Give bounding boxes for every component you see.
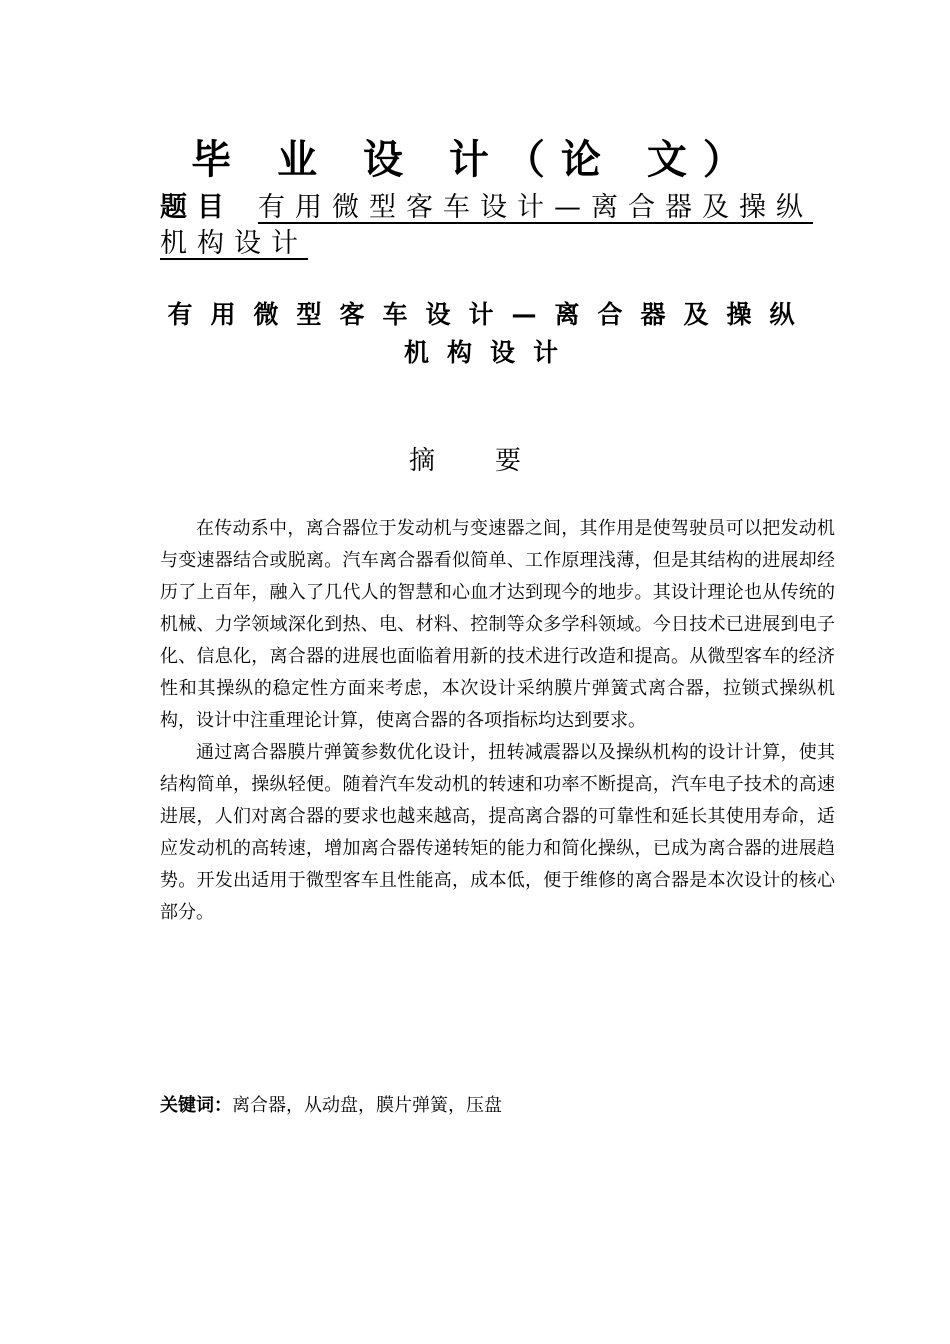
abstract-body xyxy=(160,513,835,929)
abstract-heading: 摘要 xyxy=(408,446,581,476)
keywords-label: 关键词： xyxy=(160,1095,232,1116)
keywords-line xyxy=(160,1090,840,1122)
keywords-text: 离合器，从动盘，膜片弹簧，压盘 xyxy=(232,1095,502,1116)
topic-text: 有用微型客车设计—离合器及操纵机构设计 xyxy=(160,192,813,259)
sub-title: 有用微型客车设计—离合器及操纵机构设计 xyxy=(167,300,813,367)
main-title: 毕 业 设 计（论 文） xyxy=(191,137,759,183)
topic-line xyxy=(160,190,840,262)
abstract-paragraph-2: 通过离合器膜片弹簧参数优化设计，扭转减震器以及操纵机构的设计计算，使其结构简单，操纵轻便。随着汽车发动机的转速和功率不断提高，汽车电子技术的高速进展，人们对离合器的要求也越来越高，提高离合器的可靠性和延长其使用寿命，适应发动机的高转速，增加离合器传递转矩的能力和简化操纵，已成为离合器的进展趋势。开发出适用于微型客车且性能高，成本低，便于维修的离合器是本次设计的核心部分。 xyxy=(160,742,835,923)
abstract-paragraph-1: 在传动系中，离合器位于发动机与变速器之间，其作用是使驾驶员可以把发动机与变速器结合或脱离。汽车离合器看似简单、工作原理浅薄，但是其结构的进展却经历了上百年，融入了几代人的智慧和心血才达到现今的地步。其设计理论也从传统的机械、力学领域深化到热、电、材料、控制等众多学科领域。今日技术已进展到电子化、信息化，离合器的进展也面临着用新的技术进行改造和提高。从微型客车的经济性和其操纵的稳定性方面来考虑，本次设计采纳膜片弹簧式离合器，拉锁式操纵机构，设计中注重理论计算，使离合器的各项指标均达到要求。 xyxy=(160,518,835,731)
topic-label: 题目 xyxy=(160,192,234,223)
